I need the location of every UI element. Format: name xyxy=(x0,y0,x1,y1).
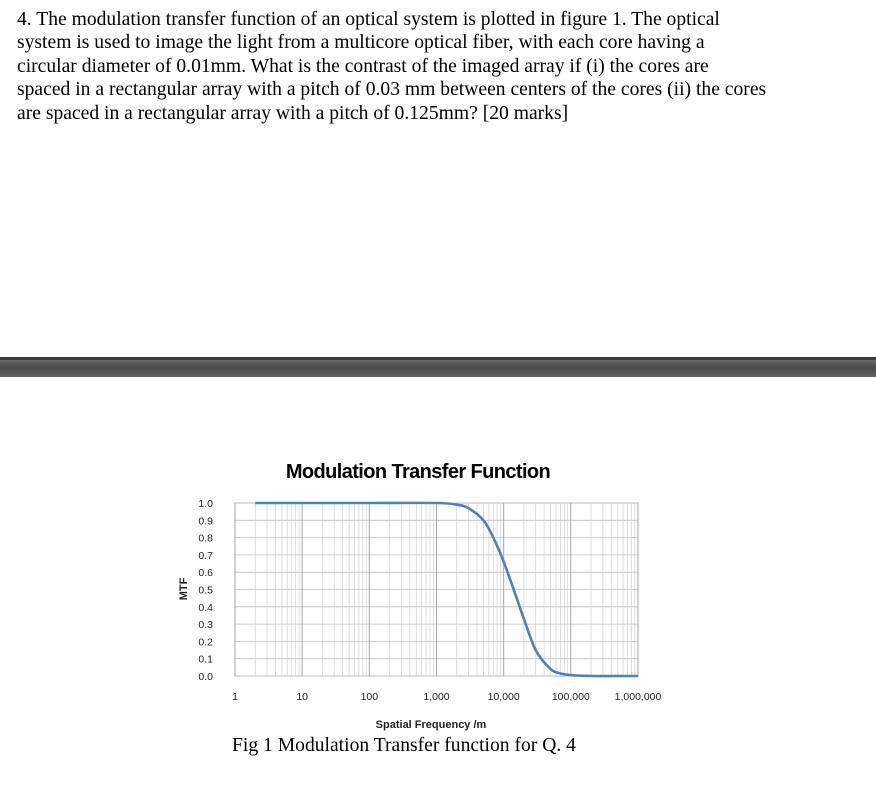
y-axis-label: MTF xyxy=(178,577,190,601)
question-line: spaced in a rectangular array with a pitch of 0.03 mm between centers of the cores (ii) the cores xyxy=(17,79,767,101)
y-tick-label: 0.7 xyxy=(198,549,213,562)
y-tick-label: 0.9 xyxy=(198,515,213,528)
question-line: are spaced in a rectangular array with a pitch of 0.125mm? [20 marks] xyxy=(17,102,569,124)
y-tick-label: 0.6 xyxy=(198,567,213,580)
x-axis-ticks xyxy=(232,691,661,703)
x-tick-label: 1 xyxy=(232,691,238,703)
x-tick-label: 1,000 xyxy=(423,691,450,703)
question-line: circular diameter of 0.01mm. What is the contrast of the imaged array if (i) the cores are xyxy=(17,55,709,77)
y-tick-label: 0.3 xyxy=(198,619,213,632)
section-divider-bar xyxy=(0,357,876,377)
x-tick-label: 1,000,000 xyxy=(614,691,662,703)
chart-title: Modulation Transfer Function xyxy=(285,461,551,483)
chart-grid xyxy=(235,503,638,676)
y-tick-label: 0.2 xyxy=(198,636,213,649)
question-line: system is used to image the light from a multicore optical fiber, with each core having a xyxy=(17,32,705,54)
x-axis-label: Spatial Frequency /m xyxy=(375,719,487,731)
y-axis-ticks xyxy=(198,498,213,683)
y-tick-label: 0.5 xyxy=(198,584,213,597)
x-tick-label: 10,000 xyxy=(487,691,520,703)
x-tick-label: 100,000 xyxy=(551,691,590,703)
x-tick-label: 10 xyxy=(296,691,309,703)
x-tick-label: 100 xyxy=(360,691,379,703)
y-tick-label: 0.8 xyxy=(198,532,213,545)
question-text xyxy=(17,8,862,125)
figure-caption: Fig 1 Modulation Transfer function for Q. 4 xyxy=(232,735,576,756)
y-tick-label: 0.4 xyxy=(198,601,213,614)
question-line: 4. The modulation transfer function of an optical system is plotted in figure 1. The optical xyxy=(17,9,720,30)
mtf-chart xyxy=(160,445,680,735)
y-tick-label: 1.0 xyxy=(198,498,213,510)
y-tick-label: 0.0 xyxy=(198,671,213,683)
y-tick-label: 0.1 xyxy=(198,653,213,666)
